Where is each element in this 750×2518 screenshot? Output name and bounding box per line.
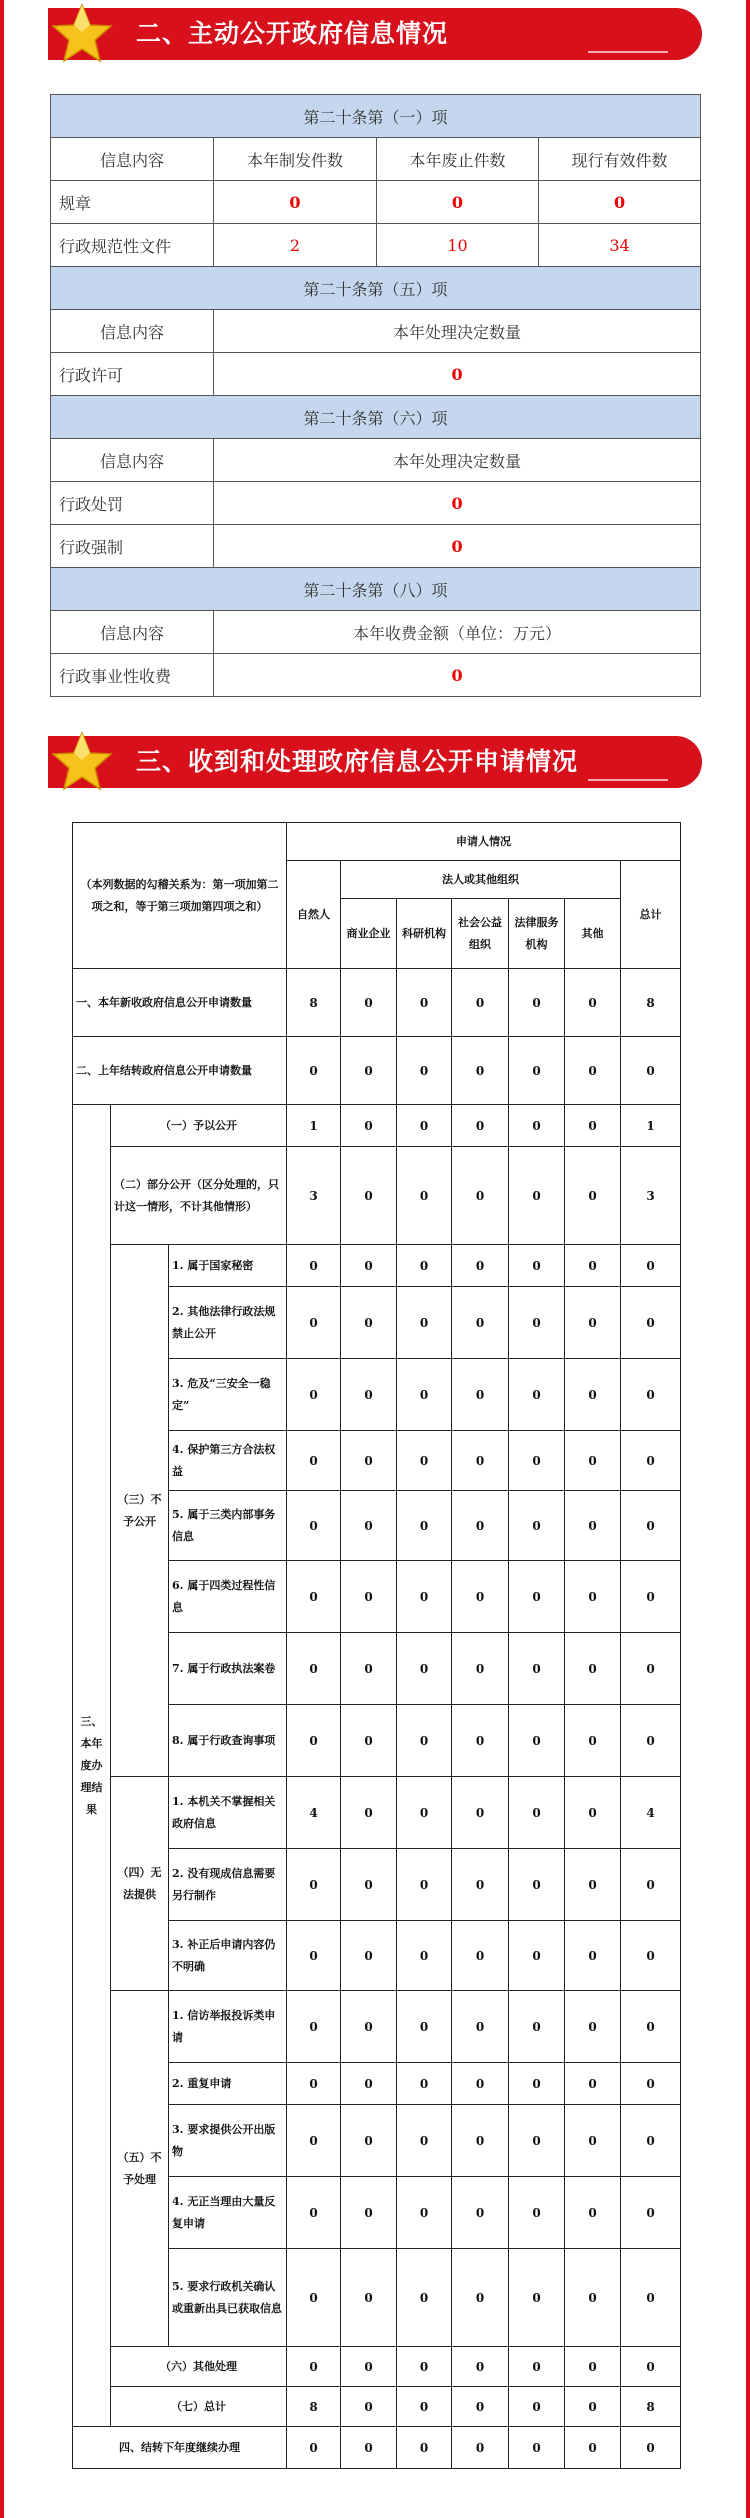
row-label: 4. 保护第三方合法权益 — [169, 1431, 287, 1491]
cell-value: 0 — [509, 1287, 565, 1359]
cell-value: 0 — [452, 2177, 509, 2249]
cell-value: 0 — [341, 1705, 397, 1777]
banner-dash — [588, 51, 668, 53]
col-header: 信息内容 — [51, 138, 214, 181]
art5-title: 第二十条第（五）项 — [51, 267, 701, 310]
row-label: 行政处罚 — [51, 482, 214, 525]
cell-value: 0 — [452, 1705, 509, 1777]
table-row — [73, 1777, 681, 1849]
cell-value: 0 — [341, 1105, 397, 1147]
cell-value: 0 — [397, 2063, 452, 2105]
cell-value: 8 — [287, 2387, 341, 2427]
cell-value: 0 — [565, 1921, 621, 1991]
cell-value: 0 — [287, 2177, 341, 2249]
cell-value: 0 — [621, 1633, 681, 1705]
cell-value: 34 — [539, 224, 701, 267]
row-label: 4. 无正当理由大量反复申请 — [169, 2177, 287, 2249]
col-header: 信息内容 — [51, 310, 214, 353]
cell-value: 0 — [621, 1991, 681, 2063]
cell-value: 0 — [397, 1359, 452, 1431]
cell-value: 0 — [565, 1245, 621, 1287]
cell-value: 0 — [377, 181, 539, 224]
cell-value: 0 — [621, 1921, 681, 1991]
cell-value: 0 — [452, 2249, 509, 2347]
cell-value: 0 — [565, 2347, 621, 2387]
cell-value: 0 — [452, 1633, 509, 1705]
row-label: 2. 没有现成信息需要另行制作 — [169, 1849, 287, 1921]
group3-label: 三、本年度办理结果 — [73, 1105, 111, 2427]
cell-value: 0 — [397, 1431, 452, 1491]
cell-value: 0 — [287, 1991, 341, 2063]
cell-value: 0 — [509, 2347, 565, 2387]
cell-value: 0 — [621, 1359, 681, 1431]
cell-value: 0 — [287, 1633, 341, 1705]
row-label: 行政许可 — [51, 353, 214, 396]
cell-value: 0 — [397, 2347, 452, 2387]
cell-value: 0 — [287, 1705, 341, 1777]
row-label: 行政强制 — [51, 525, 214, 568]
cell-value: 0 — [452, 1777, 509, 1849]
cell-value: 0 — [509, 1105, 565, 1147]
cell-value: 0 — [452, 969, 509, 1037]
cell-value: 0 — [214, 482, 701, 525]
right-border — [746, 0, 750, 2518]
legal-col-header: 商业企业 — [341, 899, 397, 969]
cell-value: 0 — [452, 2387, 509, 2427]
cell-value: 0 — [341, 1245, 397, 1287]
cell-value: 0 — [287, 1431, 341, 1491]
cell-value: 0 — [565, 2105, 621, 2177]
cell-value: 0 — [397, 1849, 452, 1921]
cell-value: 0 — [621, 1561, 681, 1633]
cell-value: 0 — [341, 2347, 397, 2387]
cell-value: 0 — [341, 2105, 397, 2177]
col-header: 本年处理决定数量 — [214, 439, 701, 482]
cell-value: 0 — [341, 1359, 397, 1431]
cell-value: 0 — [397, 1705, 452, 1777]
cell-value: 0 — [397, 2177, 452, 2249]
section2-title: 二、主动公开政府信息情况 — [136, 19, 449, 48]
cell-value: 0 — [565, 1037, 621, 1105]
cell-value: 0 — [621, 1037, 681, 1105]
table-row — [73, 1037, 681, 1105]
cell-value: 0 — [341, 2249, 397, 2347]
table-row — [51, 224, 701, 267]
col-header: 本年处理决定数量 — [214, 310, 701, 353]
cell-value: 0 — [565, 1359, 621, 1431]
table-row — [73, 1147, 681, 1245]
table-row — [51, 353, 701, 396]
cell-value: 0 — [452, 1147, 509, 1245]
cell-value: 0 — [341, 2427, 397, 2469]
cell-value: 0 — [509, 1849, 565, 1921]
cell-value: 0 — [509, 1359, 565, 1431]
cell-value: 0 — [287, 1359, 341, 1431]
cell-value: 0 — [509, 969, 565, 1037]
cell-value: 0 — [452, 1561, 509, 1633]
sub4-label: （四）无法提供 — [111, 1777, 169, 1991]
cell-value: 0 — [452, 1359, 509, 1431]
cell-value: 0 — [621, 2427, 681, 2469]
cell-value: 0 — [509, 2249, 565, 2347]
cell-value: 0 — [565, 1147, 621, 1245]
row-label: （二）部分公开（区分处理的，只计这一情形，不计其他情形） — [111, 1147, 287, 1245]
row-label: 2. 其他法律行政法规禁止公开 — [169, 1287, 287, 1359]
row-label: 行政事业性收费 — [51, 654, 214, 697]
cell-value: 0 — [565, 1561, 621, 1633]
row-label: 7. 属于行政执法案卷 — [169, 1633, 287, 1705]
cell-value: 0 — [565, 1105, 621, 1147]
col-header: 本年制发件数 — [214, 138, 377, 181]
cell-value: 0 — [287, 2105, 341, 2177]
cell-value: 0 — [287, 2063, 341, 2105]
cell-value: 0 — [565, 2177, 621, 2249]
cell-value: 0 — [621, 2249, 681, 2347]
left-border — [0, 0, 4, 2518]
application-table — [72, 822, 681, 2469]
cell-value: 4 — [287, 1777, 341, 1849]
table-row — [51, 181, 701, 224]
cell-value: 0 — [509, 1777, 565, 1849]
art1-title: 第二十条第（一）项 — [51, 95, 701, 138]
table-row — [73, 969, 681, 1037]
cell-value: 0 — [397, 1633, 452, 1705]
cell-value: 0 — [341, 1431, 397, 1491]
cell-value: 0 — [287, 2427, 341, 2469]
row-label: 一、本年新收政府信息公开申请数量 — [73, 969, 287, 1037]
cell-value: 0 — [509, 1037, 565, 1105]
legal-header: 法人或其他组织 — [341, 861, 621, 899]
cell-value: 3 — [621, 1147, 681, 1245]
sub3-label: （三）不予公开 — [111, 1245, 169, 1777]
row-label: 6. 属于四类过程性信息 — [169, 1561, 287, 1633]
sub5-label: （五）不予处理 — [111, 1991, 169, 2347]
table-row — [73, 1245, 681, 1287]
cell-value: 3 — [287, 1147, 341, 1245]
table-row — [73, 2347, 681, 2387]
cell-value: 0 — [565, 1705, 621, 1777]
cell-value: 0 — [341, 2387, 397, 2427]
cell-value: 0 — [341, 1849, 397, 1921]
cell-value: 0 — [341, 1491, 397, 1561]
cell-value: 0 — [509, 1431, 565, 1491]
cell-value: 8 — [287, 969, 341, 1037]
cell-value: 0 — [565, 2249, 621, 2347]
cell-value: 0 — [621, 1287, 681, 1359]
cell-value: 0 — [565, 1491, 621, 1561]
cell-value: 0 — [565, 1849, 621, 1921]
banner-dash — [588, 779, 668, 781]
cell-value: 0 — [621, 2105, 681, 2177]
cell-value: 0 — [509, 1921, 565, 1991]
row-label: 规章 — [51, 181, 214, 224]
cell-value: 0 — [452, 2427, 509, 2469]
cell-value: 0 — [452, 1921, 509, 1991]
cell-value: 0 — [287, 1921, 341, 1991]
corner-note: （本列数据的勾稽关系为：第一项加第二项之和，等于第三项加第四项之和） — [73, 823, 287, 969]
cell-value: 0 — [341, 1777, 397, 1849]
cell-value: 0 — [621, 1849, 681, 1921]
row-label: 3. 补正后申请内容仍不明确 — [169, 1921, 287, 1991]
cell-value: 0 — [509, 1705, 565, 1777]
table-row — [73, 2427, 681, 2469]
cell-value: 0 — [397, 1991, 452, 2063]
row-label: 1. 本机关不掌握相关政府信息 — [169, 1777, 287, 1849]
table-row — [51, 525, 701, 568]
cell-value: 0 — [509, 2177, 565, 2249]
legal-col-header: 社会公益组织 — [452, 899, 509, 969]
cell-value: 0 — [341, 1991, 397, 2063]
cell-value: 0 — [452, 1849, 509, 1921]
natural-person-header: 自然人 — [287, 861, 341, 969]
col-header: 本年废止件数 — [377, 138, 539, 181]
row-label: 1. 信访举报投诉类申请 — [169, 1991, 287, 2063]
cell-value: 0 — [509, 1491, 565, 1561]
row-label: （六）其他处理 — [111, 2347, 287, 2387]
col-header: 信息内容 — [51, 439, 214, 482]
cell-value: 0 — [452, 1491, 509, 1561]
cell-value: 0 — [509, 1561, 565, 1633]
cell-value: 0 — [341, 1287, 397, 1359]
cell-value: 0 — [565, 969, 621, 1037]
star-icon — [50, 730, 114, 794]
cell-value: 0 — [397, 1921, 452, 1991]
section2-banner — [48, 8, 702, 60]
cell-value: 0 — [214, 181, 377, 224]
section3-title: 三、收到和处理政府信息公开申请情况 — [136, 747, 579, 776]
cell-value: 0 — [509, 2105, 565, 2177]
cell-value: 0 — [621, 1431, 681, 1491]
cell-value: 0 — [287, 2249, 341, 2347]
cell-value: 0 — [341, 969, 397, 1037]
cell-value: 0 — [397, 1105, 452, 1147]
star-icon — [50, 2, 114, 66]
row-label: （七）总计 — [111, 2387, 287, 2427]
table-row — [73, 2387, 681, 2427]
cell-value: 0 — [452, 1245, 509, 1287]
cell-value: 0 — [539, 181, 701, 224]
row-label: （一）予以公开 — [111, 1105, 287, 1147]
cell-value: 8 — [621, 2387, 681, 2427]
cell-value: 1 — [621, 1105, 681, 1147]
cell-value: 0 — [214, 353, 701, 396]
legal-col-header: 法律服务机构 — [509, 899, 565, 969]
cell-value: 0 — [287, 1287, 341, 1359]
cell-value: 8 — [621, 969, 681, 1037]
cell-value: 0 — [452, 2063, 509, 2105]
row-label: 3. 要求提供公开出版物 — [169, 2105, 287, 2177]
cell-value: 0 — [452, 1431, 509, 1491]
cell-value: 0 — [509, 2063, 565, 2105]
cell-value: 0 — [397, 2427, 452, 2469]
active-disclosure-table — [50, 94, 701, 697]
cell-value: 0 — [287, 1491, 341, 1561]
cell-value: 0 — [341, 1147, 397, 1245]
row-label: 四、结转下年度继续办理 — [73, 2427, 287, 2469]
cell-value: 0 — [341, 1921, 397, 1991]
cell-value: 0 — [565, 1431, 621, 1491]
cell-value: 0 — [341, 2177, 397, 2249]
cell-value: 0 — [397, 1491, 452, 1561]
row-label: 2. 重复申请 — [169, 2063, 287, 2105]
cell-value: 0 — [565, 1777, 621, 1849]
cell-value: 1 — [287, 1105, 341, 1147]
table-row — [51, 482, 701, 525]
cell-value: 0 — [452, 2105, 509, 2177]
table-row — [73, 1991, 681, 2063]
cell-value: 0 — [565, 1287, 621, 1359]
cell-value: 0 — [509, 1633, 565, 1705]
cell-value: 0 — [621, 2347, 681, 2387]
col-header: 信息内容 — [51, 611, 214, 654]
cell-value: 0 — [397, 1287, 452, 1359]
legal-col-header: 其他 — [565, 899, 621, 969]
cell-value: 0 — [397, 1147, 452, 1245]
row-label: 二、上年结转政府信息公开申请数量 — [73, 1037, 287, 1105]
cell-value: 0 — [214, 654, 701, 697]
cell-value: 0 — [341, 2063, 397, 2105]
cell-value: 10 — [377, 224, 539, 267]
row-label: 8. 属于行政查询事项 — [169, 1705, 287, 1777]
row-label: 行政规范性文件 — [51, 224, 214, 267]
cell-value: 0 — [341, 1037, 397, 1105]
art6-title: 第二十条第（六）项 — [51, 396, 701, 439]
cell-value: 0 — [452, 1991, 509, 2063]
applicant-header: 申请人情况 — [287, 823, 681, 861]
cell-value: 0 — [621, 1245, 681, 1287]
cell-value: 0 — [397, 2387, 452, 2427]
cell-value: 0 — [565, 2427, 621, 2469]
cell-value: 0 — [452, 1105, 509, 1147]
art8-title: 第二十条第（八）项 — [51, 568, 701, 611]
section3-banner — [48, 736, 702, 788]
table-row — [51, 654, 701, 697]
cell-value: 0 — [452, 1287, 509, 1359]
col-header: 本年收费金额（单位：万元） — [214, 611, 701, 654]
cell-value: 4 — [621, 1777, 681, 1849]
total-header: 总计 — [621, 861, 681, 969]
cell-value: 0 — [509, 1147, 565, 1245]
cell-value: 0 — [452, 2347, 509, 2387]
cell-value: 0 — [565, 1633, 621, 1705]
cell-value: 0 — [287, 1561, 341, 1633]
cell-value: 0 — [621, 2063, 681, 2105]
cell-value: 0 — [452, 1037, 509, 1105]
cell-value: 0 — [565, 2387, 621, 2427]
cell-value: 0 — [509, 1991, 565, 2063]
cell-value: 0 — [397, 1561, 452, 1633]
cell-value: 0 — [509, 2427, 565, 2469]
cell-value: 0 — [621, 1491, 681, 1561]
cell-value: 0 — [509, 1245, 565, 1287]
cell-value: 0 — [341, 1561, 397, 1633]
cell-value: 0 — [397, 969, 452, 1037]
cell-value: 0 — [565, 2063, 621, 2105]
cell-value: 0 — [397, 2249, 452, 2347]
cell-value: 0 — [621, 1705, 681, 1777]
cell-value: 0 — [509, 2387, 565, 2427]
cell-value: 0 — [397, 1777, 452, 1849]
cell-value: 0 — [287, 1245, 341, 1287]
cell-value: 0 — [287, 1849, 341, 1921]
cell-value: 0 — [397, 2105, 452, 2177]
row-label: 1. 属于国家秘密 — [169, 1245, 287, 1287]
cell-value: 0 — [341, 1633, 397, 1705]
cell-value: 0 — [214, 525, 701, 568]
cell-value: 2 — [214, 224, 377, 267]
cell-value: 0 — [621, 2177, 681, 2249]
cell-value: 0 — [397, 1245, 452, 1287]
cell-value: 0 — [397, 1037, 452, 1105]
legal-col-header: 科研机构 — [397, 899, 452, 969]
cell-value: 0 — [565, 1991, 621, 2063]
cell-value: 0 — [287, 1037, 341, 1105]
cell-value: 0 — [287, 2347, 341, 2387]
col-header: 现行有效件数 — [539, 138, 701, 181]
row-label: 5. 属于三类内部事务信息 — [169, 1491, 287, 1561]
row-label: 3. 危及“三安全一稳定” — [169, 1359, 287, 1431]
table-row — [73, 1105, 681, 1147]
row-label: 5. 要求行政机关确认或重新出具已获取信息 — [169, 2249, 287, 2347]
